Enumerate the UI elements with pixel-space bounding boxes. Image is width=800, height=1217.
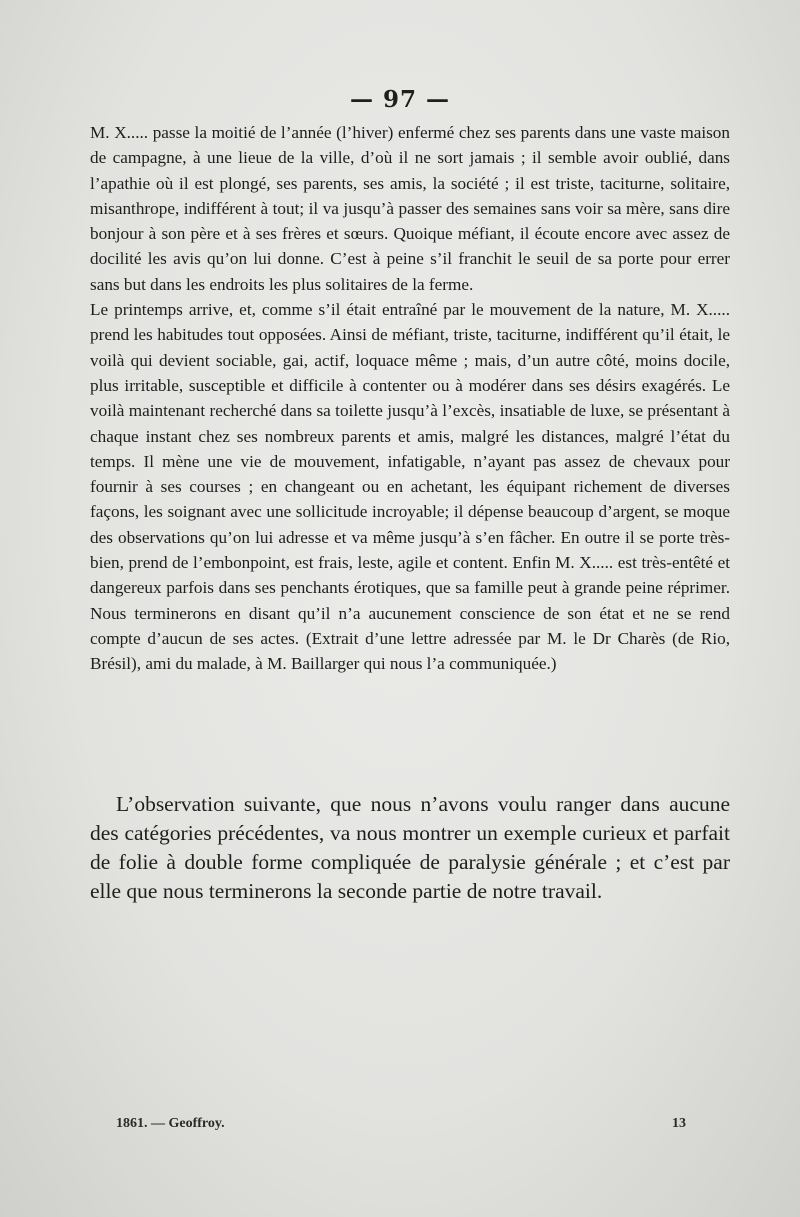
paragraph-winter-description: M. X..... passe la moitié de l’année (l’hiver) enfermé chez ses parents dans une vaste maison de campagne, à une lieue de la ville, d’où il ne sort jamais ; il semble avoir oublié, dans l’apathie où il est plongé, ses parents, ses amis, la société ; il est triste, taciturne, solitaire, misanthrope, indifférent à tout; il va jusqu’à passer des semaines sans voir sa mère, sans dire bonjour à son père et à ses frères et sœurs. Quoique méfiant, il écoute encore avec assez de docilité les avis qu’on lui donne. C’est à peine s’il franchit le seuil de sa porte pour errer sans but dans les endroits les plus solitaires de la ferme. xyxy=(90,123,730,294)
page-number: — 97 — xyxy=(349,86,451,113)
footer-signature: 1861. — Geoffroy. xyxy=(116,1116,225,1131)
conclusion-paragraph: L’observation suivante, que nous n’avons voulu ranger dans aucune des catégories précédentes, va nous montrer un exemple curieux et parfait de folie à double forme compliquée de paralysie générale ; et c’est par elle que nous terminerons la seconde partie de notre travail. xyxy=(90,792,730,903)
footer-sheet-number: 13 xyxy=(672,1116,686,1131)
conclusion-text xyxy=(90,790,730,906)
body-text xyxy=(90,120,730,677)
paragraph-spring-description: Le printemps arrive, et, comme s’il était entraîné par le mouvement de la nature, M. X..... prend les habitudes tout opposées. Ainsi de méfiant, triste, taciturne, indifférent qu’il était, le voilà qui devient sociable, gai, actif, loquace même ; mais, d’un autre côté, moins docile, plus irritable, susceptible et difficile à contenter ou à modérer dans ses désirs exagérés. Le voilà maintenant recherché dans sa toilette jusqu’à l’excès, insatiable de luxe, se présentant à chaque instant chez ses nombreux parents et amis, malgré les distances, malgré l’état du temps. Il mène une vie de mouvement, infatigable, n’ayant pas assez de chevaux pour fournir à ses courses ; en changeant ou en achetant, les équipant richement de diverses façons, les soignant avec une sollicitude incroyable; il dépense beaucoup d’argent, se moque des observations qu’on lui adresse et va même jusqu’à s’en fâcher. En outre il se porte très-bien, prend de l’embonpoint, est frais, leste, agile et content. Enfin M. X..... est très-entêté et dangereux parfois dans ses penchants érotiques, que sa famille peut à grande peine réprimer. Nous terminerons en disant qu’il n’a aucunement conscience de son état et ne se rend compte d’aucun de ses actes. (Extrait d’une lettre adressée par M. le Dr Charès (de Rio, Brésil), ami du malade, à M. Baillarger qui nous l’a communiquée.) xyxy=(90,300,730,674)
